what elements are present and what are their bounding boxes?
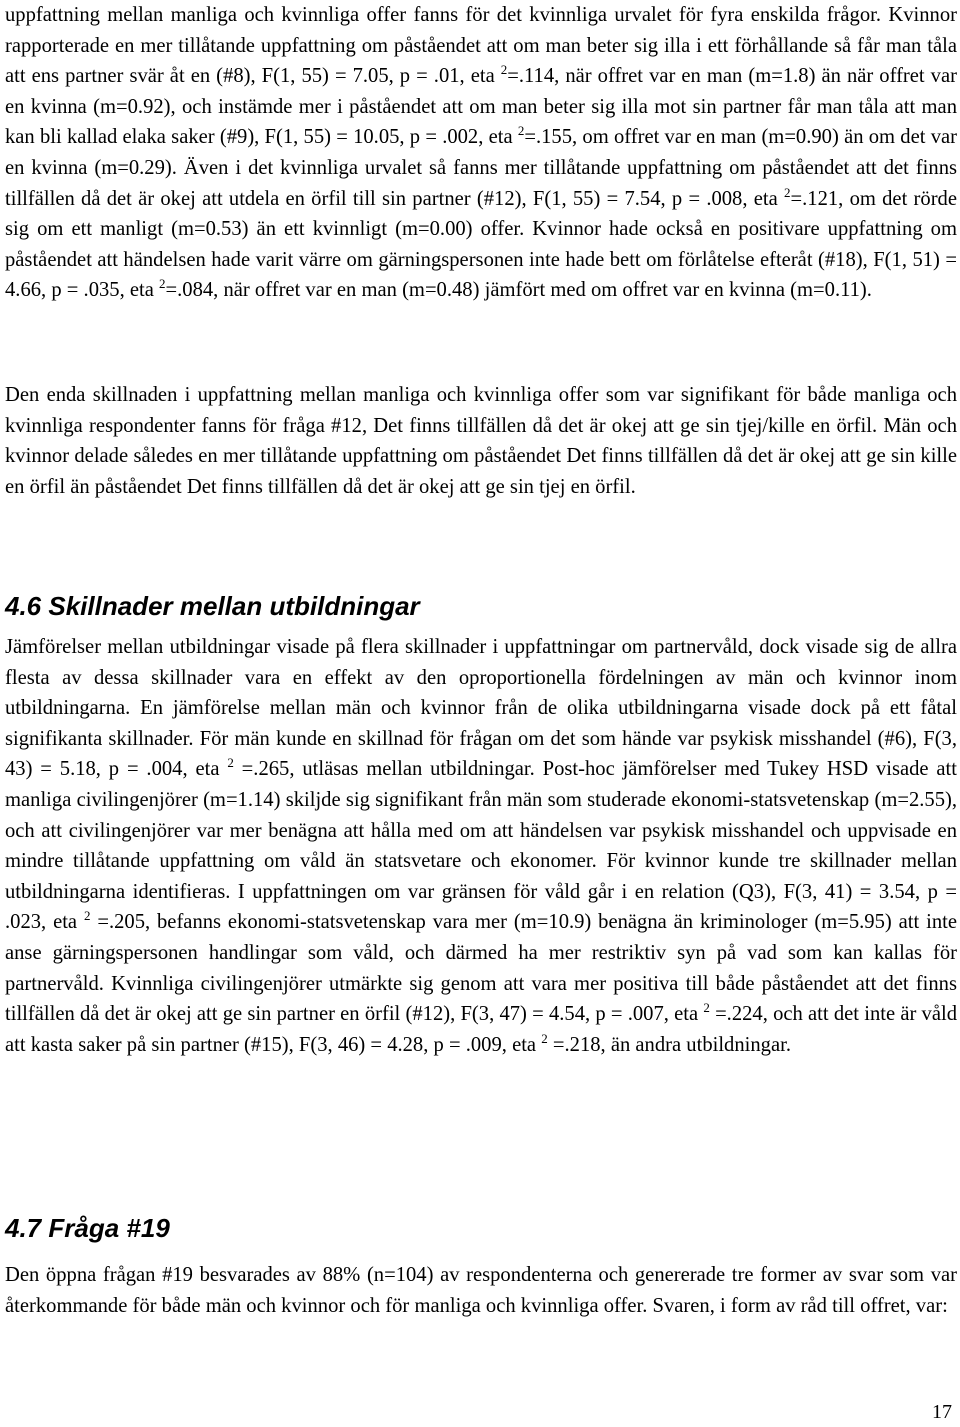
text-run: =.114, när offret var en man (m=1.8) än när offret var en kvinna (m=0.92), och instämde mer i påståendet att om man beter sig illa mot sin partner får man tåla att man kan bli kallad elaka saker (#9), F(1, 55) = 10.05, p = .002, eta	[5, 65, 957, 149]
text-run: =.265, utläsas mellan utbildningar. Post-hoc jämförelser med Tukey HSD visade att manliga civilingenjörer (m=1.14) skiljde sig signifikant från män som studerade ekonomi-statsvetenskap (m=2.55), och att civilingenjörer var mer benägna att hålla med om att händelsen var psykisk misshandel och uppvisade en mindre tillåtande uppfattning om våld än statsvetare och ekonomer. För kvinnor kunde tre skillnader mellan utbildningarna identifieras. I uppfattningen om var gränsen för våld går i en relation (Q3), F(3, 41) = 3.54, p = .023, eta	[5, 758, 957, 934]
superscript: 2	[83, 908, 91, 924]
text-run: =.121, om det rörde sig om ett manligt (m=0.53) än ett kvinnligt (m=0.00) offer. Kvinnor hade också en positivare uppfattning om påståendet att händelsen hade varit värre om gärningspersonen inte hade bett om förlåtelse efteråt (#18), F(1, 51) = 4.66, p = .035, eta	[5, 187, 957, 302]
superscript: 2	[541, 1030, 548, 1046]
superscript: 2	[500, 62, 508, 78]
superscript: 2	[159, 276, 166, 292]
text-run: uppfattning mellan manliga och kvinnliga offer fanns för det kvinnliga urvalet för fyra enskilda frågor. Kvinnor rapporterade en mer tillåtande uppfattning om påståendet att om man beter sig illa i ett förhållande så får man tåla att ens partner svär åt en (#8), F(1, 55) = 7.05, p = .01, eta	[5, 4, 957, 88]
paragraph-gender-differences	[5, 0, 957, 306]
superscript: 2	[784, 184, 791, 200]
superscript: 2	[703, 1000, 710, 1016]
text-run: Den enda skillnaden i uppfattning mellan manliga och kvinnliga offer som var signifikant för både manliga och kvinnliga respondenter fanns för fråga #12, Det finns tillfällen då det är okej att ge sin tjej/kille en örfil. Män och kvinnor delade således en mer tillåtande uppfattning om påståendet Det finns tillfällen då det är okej att ge sin kille en örfil än påståendet Det finns tillfällen då det är okej att ge sin tjej en örfil.	[5, 384, 957, 498]
text-run: =.218, än andra utbildningar.	[547, 1033, 791, 1056]
section-heading-4-6: 4.6 Skillnader mellan utbildningar	[5, 591, 420, 621]
text-run: =.155, om offret var en man (m=0.90) än om det var en kvinna (m=0.29). Även i det kvinnliga urvalet så fanns mer tillåtande uppfattning om påståendet att det finns tillfällen då det är okej att utdela en örfil till sin partner (#12), F(1, 55) = 7.54, p = .008, eta	[5, 126, 957, 210]
text-run: =.084, när offret var en man (m=0.48) jämfört med om offret var en kvinna (m=0.11).	[165, 279, 872, 302]
paragraph-common-difference	[5, 380, 957, 502]
text-run: =.224, och att det inte är våld att kasta saker på sin partner (#15), F(3, 46) = 4.28, p = .009, eta	[5, 1003, 957, 1056]
paragraph-education-differences	[5, 632, 957, 1060]
paragraph-question-19	[5, 1260, 957, 1321]
section-heading-4-7: 4.7 Fråga #19	[5, 1213, 170, 1243]
superscript: 2	[517, 123, 525, 139]
text-run: Jämförelser mellan utbildningar visade på flera skillnader i uppfattningar om partnervåld, dock visade sig de allra flesta av dessa skillnader vara en effekt av den oproportionella fördelningen av män och kvinnor inom utbildningarna. En jämförelse mellan män och kvinnor från de olika utbildningarna visade dock på ett fåtal signifikanta skillnader. För män kunde en skillnad för frågan om det som hände var psykisk misshandel (#6), F(3, 43) = 5.18, p = .004, eta	[5, 636, 957, 781]
text-run: Den öppna frågan #19 besvarades av 88% (n=104) av respondenterna och genererade tre former av svar som var återkommande för både män och kvinnor och för manliga och kvinnliga offer. Svaren, i form av råd till offret, var:	[5, 1264, 957, 1317]
superscript: 2	[227, 755, 234, 771]
text-run: =.205, befanns ekonomi-statsvetenskap vara mer (m=10.9) benägna än kriminologer (m=5.95) att inte anse gärningspersonen handlingar som våld, och därmed ha mer restriktiv syn på vad som kan kallas för partnervåld. Kvinnliga civilingenjörer utmärkte sig genom att vara mer positiva till både påståendet att det finns tillfällen då det är okej att ge sin partner en örfil (#12), F(3, 47) = 4.54, p = .007, eta	[5, 911, 957, 1026]
page-number: 17	[932, 1401, 952, 1423]
